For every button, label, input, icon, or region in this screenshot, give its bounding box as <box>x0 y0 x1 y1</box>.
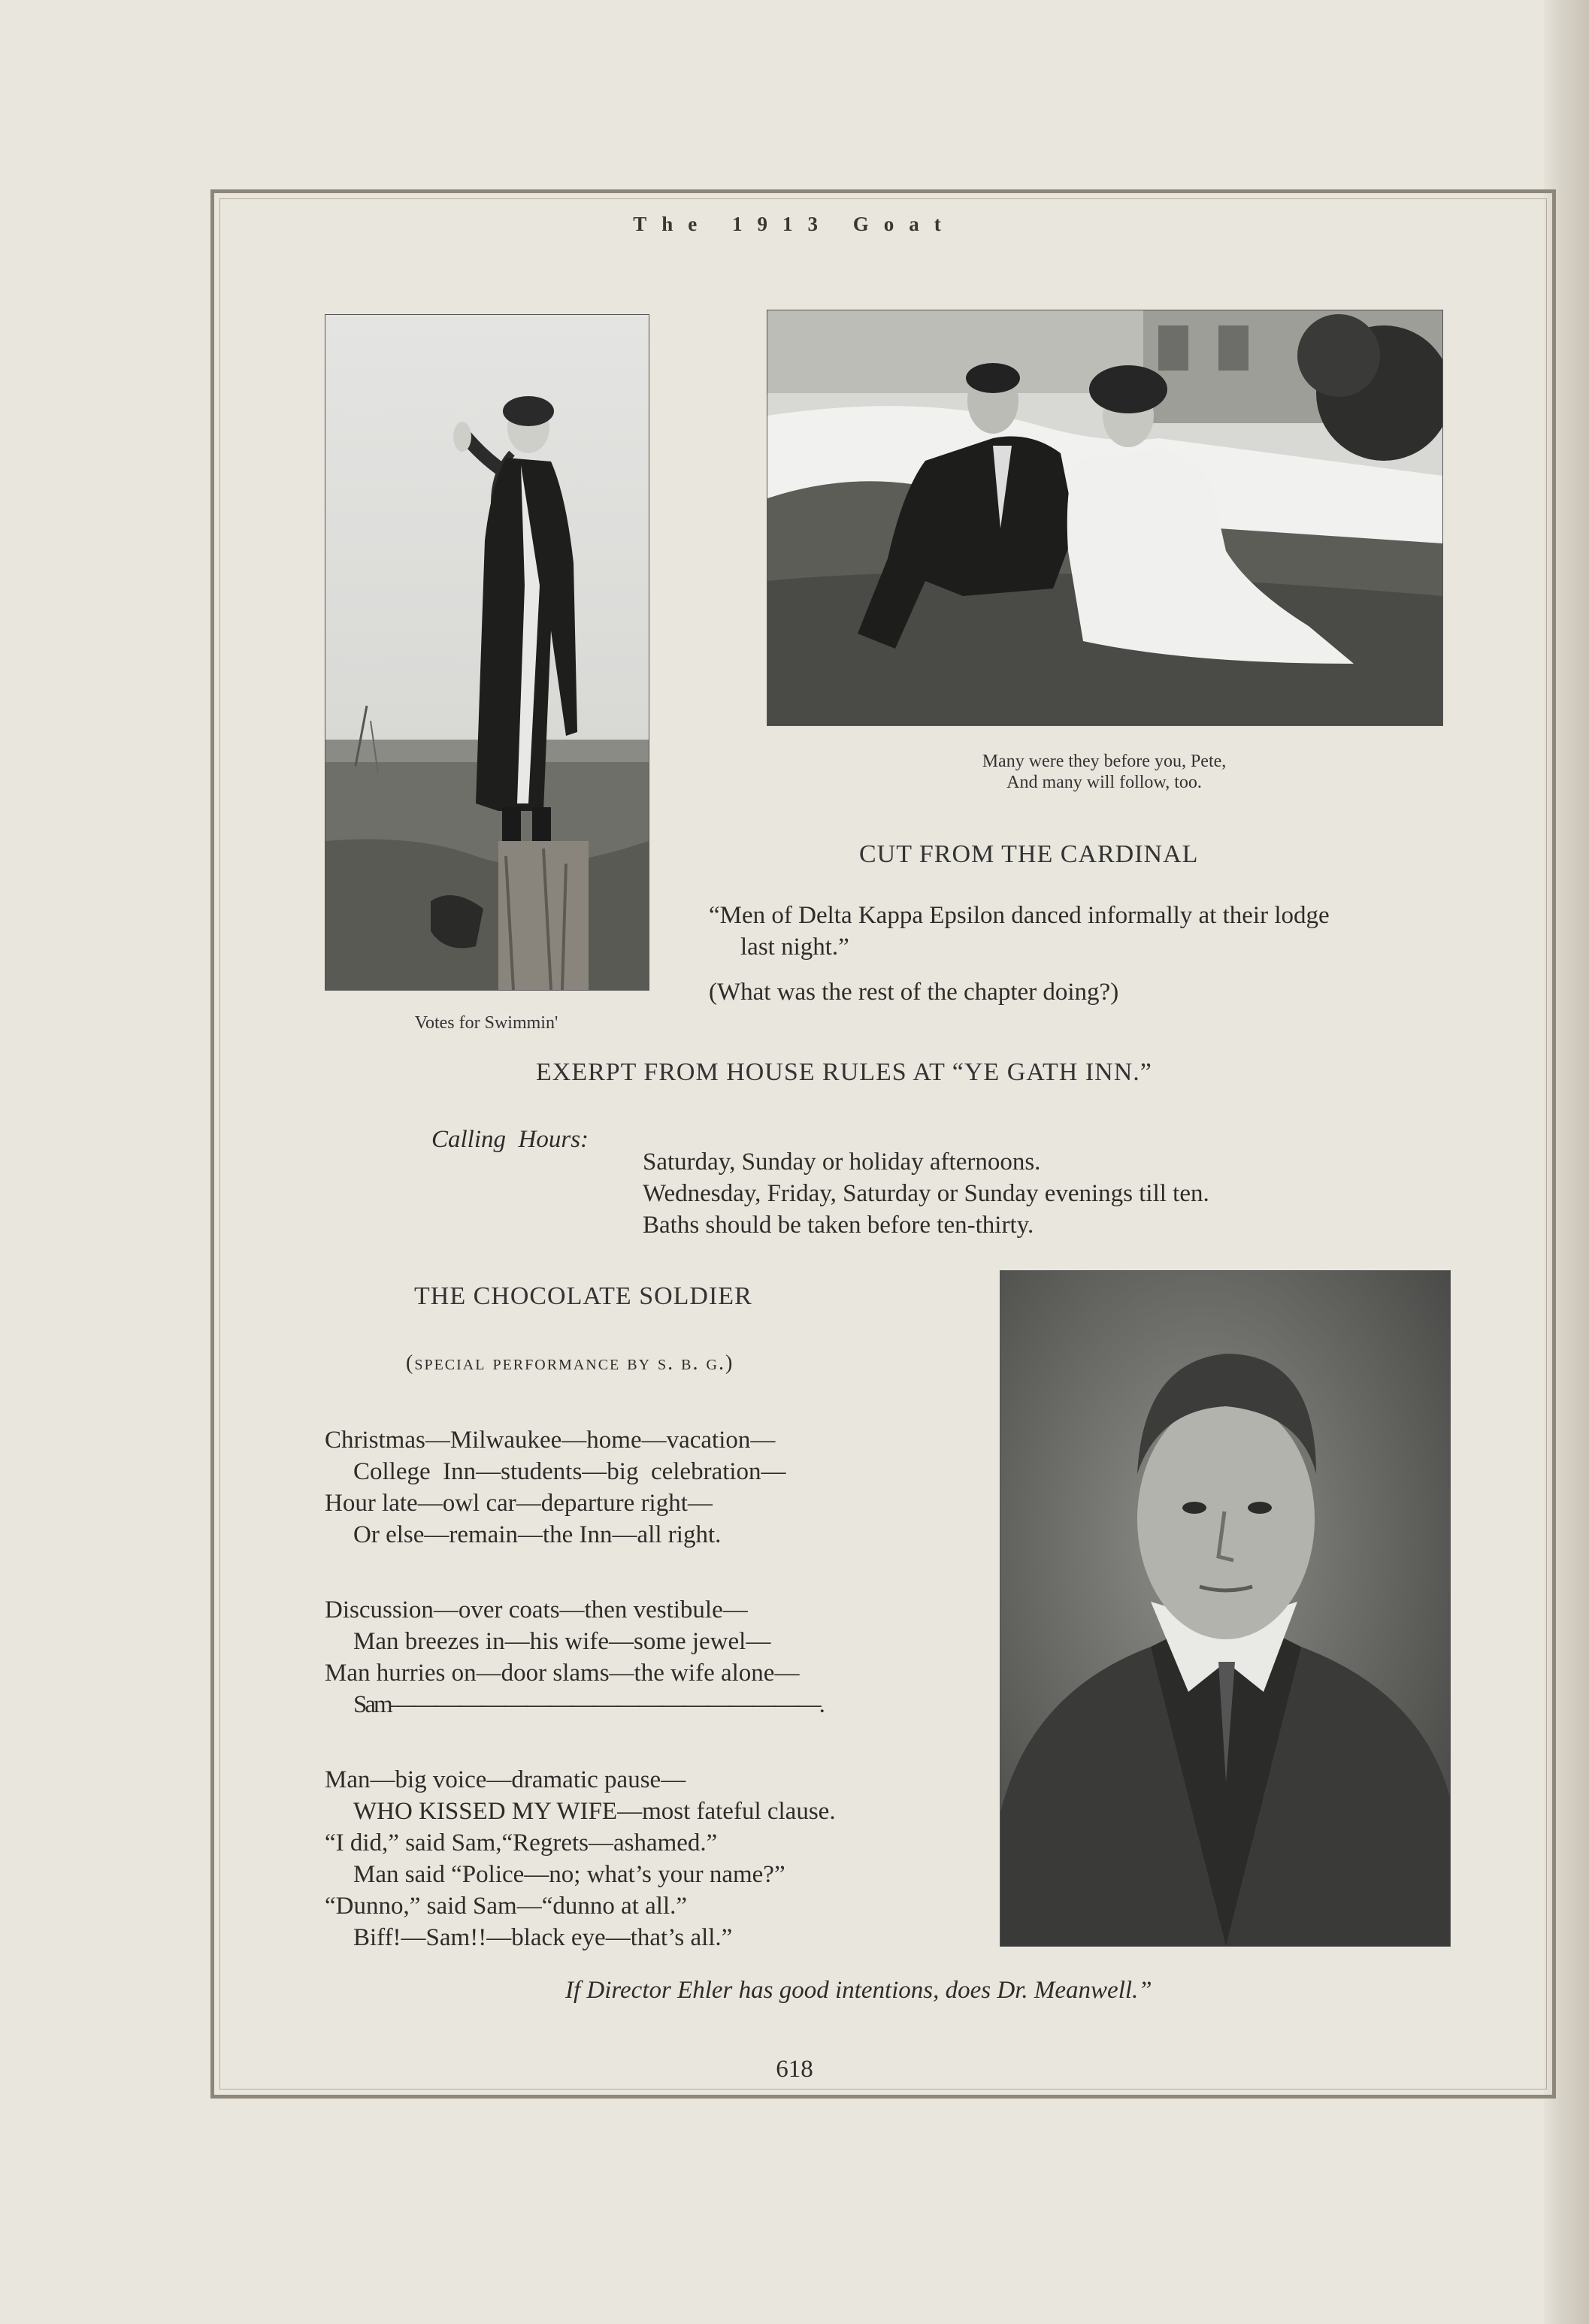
stanza2-line2: Man breezes in—his wife—some jewel— <box>353 1628 771 1655</box>
page-number: 618 <box>776 2056 813 2083</box>
caption-couple <box>767 752 1442 793</box>
stanza1-line2: College Inn—students—big celebration— <box>353 1458 786 1485</box>
stanza2-line4: Sam———————————————————. <box>353 1691 823 1718</box>
stanza1-line4: Or else—remain—the Inn—all right. <box>353 1521 722 1548</box>
running-title: The 1913 Goat <box>633 213 956 235</box>
house-rule-line-3: Baths should be taken before ten-thirty. <box>643 1212 1034 1239</box>
stanza3-line2: WHO KISSED MY WIFE—most fateful clause. <box>353 1798 836 1825</box>
photo-portrait-young-man <box>1000 1270 1451 1947</box>
chocolate-soldier-title: THE CHOCOLATE SOLDIER <box>414 1282 752 1310</box>
house-rule-line-1: Saturday, Sunday or holiday afternoons. <box>643 1148 1041 1176</box>
stanza2-line3: Man hurries on—door slams—the wife alone— <box>325 1660 800 1687</box>
cardinal-quote-line1: “Men of Delta Kappa Epsilon danced informally at their lodge <box>709 902 1330 929</box>
stanza3-line3: “I did,” said Sam,“Regrets—ashamed.” <box>325 1829 718 1856</box>
photo-woman-on-stump <box>325 314 649 991</box>
footer-joke: If Director Ehler has good intentions, does Dr. Meanwell.” <box>565 1977 1152 2004</box>
house-rules-title: EXERPT FROM HOUSE RULES AT “YE GATH INN.” <box>536 1058 1152 1086</box>
chocolate-soldier-subtitle: (special performance by s. b. g.) <box>406 1351 734 1375</box>
stanza2-line1: Discussion—over coats—then vestibule— <box>325 1596 748 1623</box>
stanza3-line1: Man—big voice—dramatic pause— <box>325 1766 686 1793</box>
stanza1-line3: Hour late—owl car—departure right— <box>325 1490 713 1517</box>
caption-votes-for-swimmin: Votes for Swimmin' <box>414 1013 558 1033</box>
cardinal-quote-line2: last night.” <box>740 934 849 961</box>
photo-couple-on-lawn <box>767 310 1443 726</box>
stanza3-line6: Biff!—Sam!!—black eye—that’s all.” <box>353 1924 733 1951</box>
caption-couple-line1: Many were they before you, Pete, <box>982 752 1227 771</box>
stanza3-line4: Man said “Police—no; what’s your name?” <box>353 1861 785 1888</box>
stanza1-line1: Christmas—Milwaukee—home—vacation— <box>325 1427 776 1454</box>
house-rule-line-2: Wednesday, Friday, Saturday or Sunday evenings till ten. <box>643 1180 1209 1207</box>
cardinal-title: CUT FROM THE CARDINAL <box>859 840 1199 868</box>
cardinal-aside: (What was the rest of the chapter doing?) <box>709 979 1119 1006</box>
calling-hours-label: Calling Hours: <box>431 1126 589 1153</box>
stanza3-line5: “Dunno,” said Sam—“dunno at all.” <box>325 1893 688 1920</box>
caption-couple-line2: And many will follow, too. <box>1006 772 1202 792</box>
